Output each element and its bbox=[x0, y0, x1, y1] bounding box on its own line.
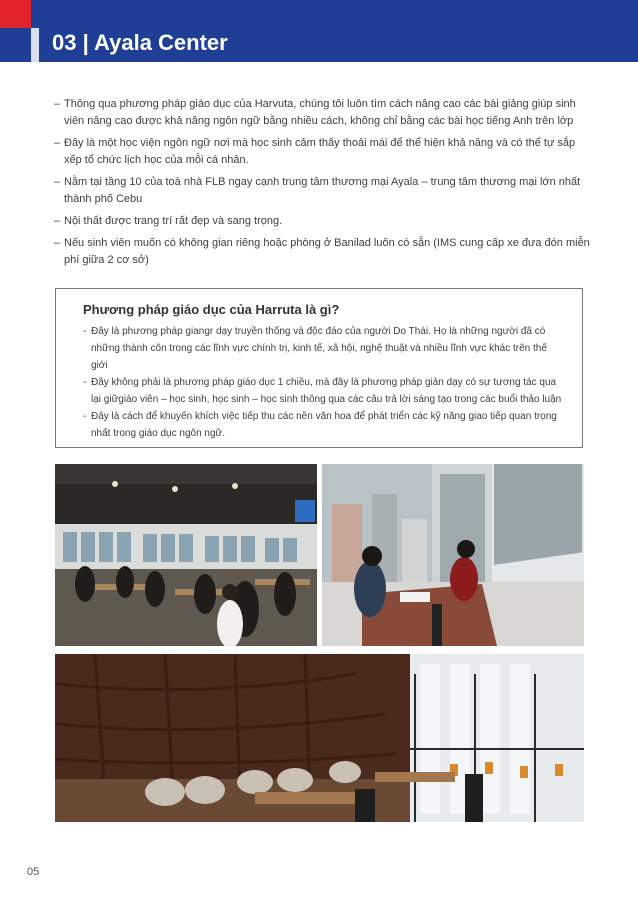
info-box-text: Đây là cách để khuyến khích việc tiếp thu các nền văn hoa để phát triển các kỹ năng giao tiếp quan trọng nhất trong giáo dục ngôn ngữ. bbox=[91, 411, 557, 439]
info-box bbox=[55, 288, 583, 448]
list-item: - Đây là phương pháp giangr dạy truyền thống và độc đáo của người Do Thái. Họ là những người đã có những thành côn trong các lĩnh vực chính trị, kinh tế, xã hội, nghệ thuật và nhiều lĩnh vực khác trên thế giới bbox=[83, 326, 547, 371]
list-item: – Nội thất được trang trí rất đẹp và sang trọng. bbox=[54, 215, 283, 227]
page-number: 05 bbox=[27, 866, 40, 878]
bullet-text: Nếu sinh viên muốn có không gian riêng hoặc phòng ở Banilad luôn có sẵn (IMS cung cấp xe đưa đón miễn phí giữa 2 cơ sở) bbox=[64, 237, 590, 266]
list-item: – Đây là một học viện ngôn ngữ nơi mà học sinh cảm thấy thoải mái để thể hiện khả năng và có thể tự sắp xếp tổ chức lịch học của mỗi cá nhân. bbox=[54, 137, 576, 166]
lounge-photo bbox=[55, 654, 584, 822]
list-item: – Nếu sinh viên muốn có không gian riêng hoặc phòng ở Banilad luôn có sẵn (IMS cung cấp xe đưa đón miễn phí giữa 2 cơ sở) bbox=[54, 237, 590, 266]
bullet-text: Nằm tại tầng 10 của toà nhà FLB ngay cạnh trung tâm thương mại Ayala – trung tâm thương mại lớn nhất thành phố Cebu bbox=[64, 176, 581, 205]
list-item: – Thông qua phương pháp giáo dục của Harvuta, chúng tôi luôn tìm cách nâng cao các bài giảng giúp sinh viên nâng cao được khả năng ngôn ngữ bằng nhiều cách, không chỉ bằng các bài học tiếng Anh trên lớp bbox=[54, 98, 576, 127]
bullet-text: Thông qua phương pháp giáo dục của Harvuta, chúng tôi luôn tìm cách nâng cao các bài giảng giúp sinh viên nâng cao được khả năng ngôn ngữ bằng nhiều cách, không chỉ bằng các bài học tiếng Anh trên lớp bbox=[64, 98, 576, 127]
list-item: - Đây là cách để khuyến khích việc tiếp thu các nền văn hoa để phát triển các kỹ năng giao tiếp quan trọng nhất trong giáo dục ngôn ngữ. bbox=[83, 411, 557, 439]
bullet-text: Đây là một học viện ngôn ngữ nơi mà học sinh cảm thấy thoải mái để thể hiện khả năng và có thể tự sắp xếp tổ chức lịch học của mỗi cá nhân. bbox=[64, 137, 576, 166]
header-accent-stripe bbox=[31, 28, 39, 62]
info-box-text: Đây không phải là phương pháp giáo dục 1 chiều, mà đây là phương pháp giản dạy có sự tương tác qua lại giữgiáo viên – học sinh, học sinh – học sinh thông qua các câu trả lời sáng tạo trong các buổi thảo luận bbox=[91, 377, 562, 405]
header-red-block bbox=[0, 0, 31, 28]
list-item: - Đây không phải là phương pháp giáo dục 1 chiều, mà đây là phương pháp giản dạy có sự tương tác qua lại giữgiáo viên – học sinh, học sinh – học sinh thông qua các câu trả lời sáng tạo trong các buổi thảo luận bbox=[83, 377, 562, 405]
bullet-list bbox=[54, 96, 594, 274]
list-item: – Nằm tại tầng 10 của toà nhà FLB ngay cạnh trung tâm thương mại Ayala – trung tâm thương mại lớn nhất thành phố Cebu bbox=[54, 176, 581, 205]
info-box-title: Phương pháp giáo dục của Harruta là gì? bbox=[83, 302, 340, 317]
page-title: 03 | Ayala Center bbox=[52, 30, 228, 55]
bullet-text: Nội thất được trang trí rất đẹp và sang trọng. bbox=[64, 215, 283, 227]
study-hall-photo bbox=[55, 464, 317, 646]
window-study-photo bbox=[322, 464, 584, 646]
info-box-text: Đây là phương pháp giangr dạy truyền thống và độc đáo của người Do Thái. Họ là những người đã có những thành côn trong các lĩnh vực chính trị, kinh tế, xã hội, nghệ thuật và nhiều lĩnh vực khác trên thế giới bbox=[91, 326, 547, 371]
info-box-list bbox=[83, 323, 563, 442]
